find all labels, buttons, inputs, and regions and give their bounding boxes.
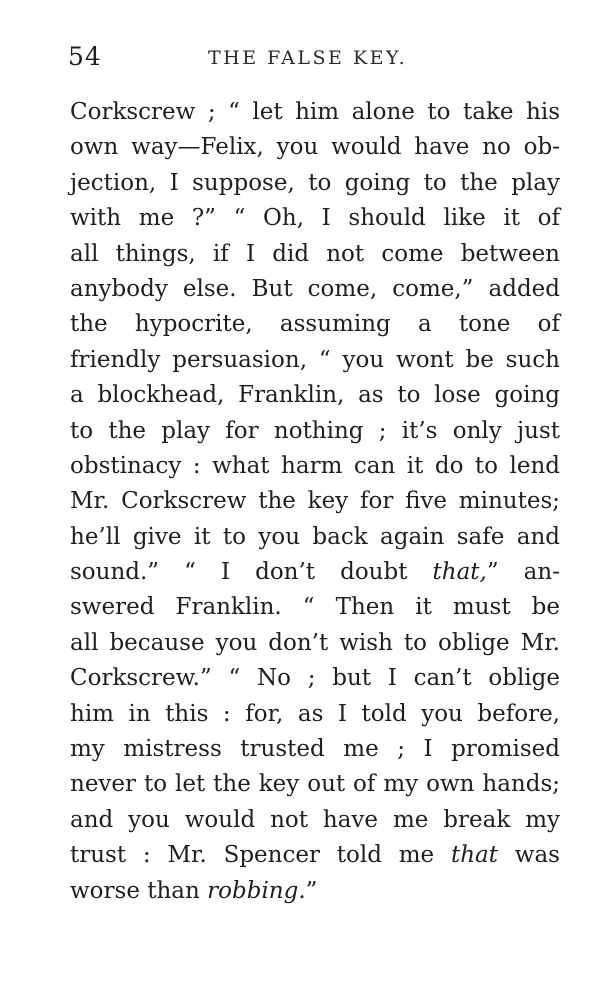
italic-text: that: [450, 842, 498, 869]
text-line: [70, 449, 560, 484]
text-line: [70, 874, 560, 909]
text-segment: my mistress trusted me ; I promised: [70, 736, 560, 763]
text-line: [70, 838, 560, 873]
text-segment: worse than: [70, 877, 208, 904]
text-line: [70, 414, 560, 449]
body-text: [70, 95, 560, 909]
text-line: [70, 661, 560, 696]
text-line: [70, 343, 560, 378]
text-segment: ”: [305, 877, 318, 904]
running-title: THE FALSE KEY.: [208, 47, 408, 69]
text-line: [70, 307, 560, 342]
text-segment: was: [497, 842, 560, 869]
text-segment: to the play for nothing ; it’s only just: [70, 417, 560, 444]
text-segment: obstinacy : what harm can it do to lend: [70, 452, 560, 479]
text-segment: ” an-: [486, 559, 560, 586]
italic-text: robbing.: [207, 877, 306, 904]
text-segment: Mr. Corkscrew the key for five minutes;: [70, 488, 560, 515]
text-line: [70, 237, 560, 272]
text-line: [70, 732, 560, 767]
text-segment: all because you don’t wish to oblige Mr.: [70, 629, 560, 656]
text-segment: trust : Mr. Spencer told me: [70, 842, 451, 869]
text-segment: a blockhead, Franklin, as to lose going: [70, 382, 560, 409]
text-segment: Corkscrew.” “ No ; but I can’t oblige: [70, 665, 560, 692]
text-segment: with me ?” “ Oh, I should like it of: [70, 205, 560, 232]
text-segment: him in this : for, as I told you before,: [70, 700, 560, 727]
text-line: [70, 130, 560, 165]
text-segment: swered Franklin. “ Then it must be: [70, 594, 560, 621]
text-segment: jection, I suppose, to going to the play: [70, 169, 560, 196]
text-line: [70, 697, 560, 732]
text-segment: never to let the key out of my own hands;: [70, 771, 560, 798]
text-line: [70, 767, 560, 802]
text-line: [70, 378, 560, 413]
text-line: [70, 272, 560, 307]
text-line: [70, 166, 560, 201]
text-line: [70, 95, 560, 130]
text-line: [70, 590, 560, 625]
text-segment: anybody else. But come, come,” added: [70, 275, 560, 302]
text-line: [70, 626, 560, 661]
text-line: [70, 484, 560, 519]
text-segment: own way—Felix, you would have no ob-: [70, 134, 560, 161]
text-segment: Corkscrew ; “ let him alone to take his: [70, 99, 560, 125]
text-line: [70, 803, 560, 838]
text-segment: sound.” “ I don’t doubt: [70, 559, 433, 586]
page-header: [68, 42, 560, 72]
italic-text: that,: [432, 559, 487, 586]
text-segment: he’ll give it to you back again safe and: [70, 523, 560, 550]
text-segment: friendly persuasion, “ you wont be such: [70, 346, 560, 373]
text-segment: all things, if I did not come between: [70, 240, 560, 267]
text-line: [70, 520, 560, 555]
text-line: [70, 555, 560, 590]
text-segment: the hypocrite, assuming a tone of: [70, 311, 560, 338]
page-number: 54: [68, 42, 102, 71]
text-line: [70, 201, 560, 236]
text-segment: and you would not have me break my: [70, 806, 560, 833]
